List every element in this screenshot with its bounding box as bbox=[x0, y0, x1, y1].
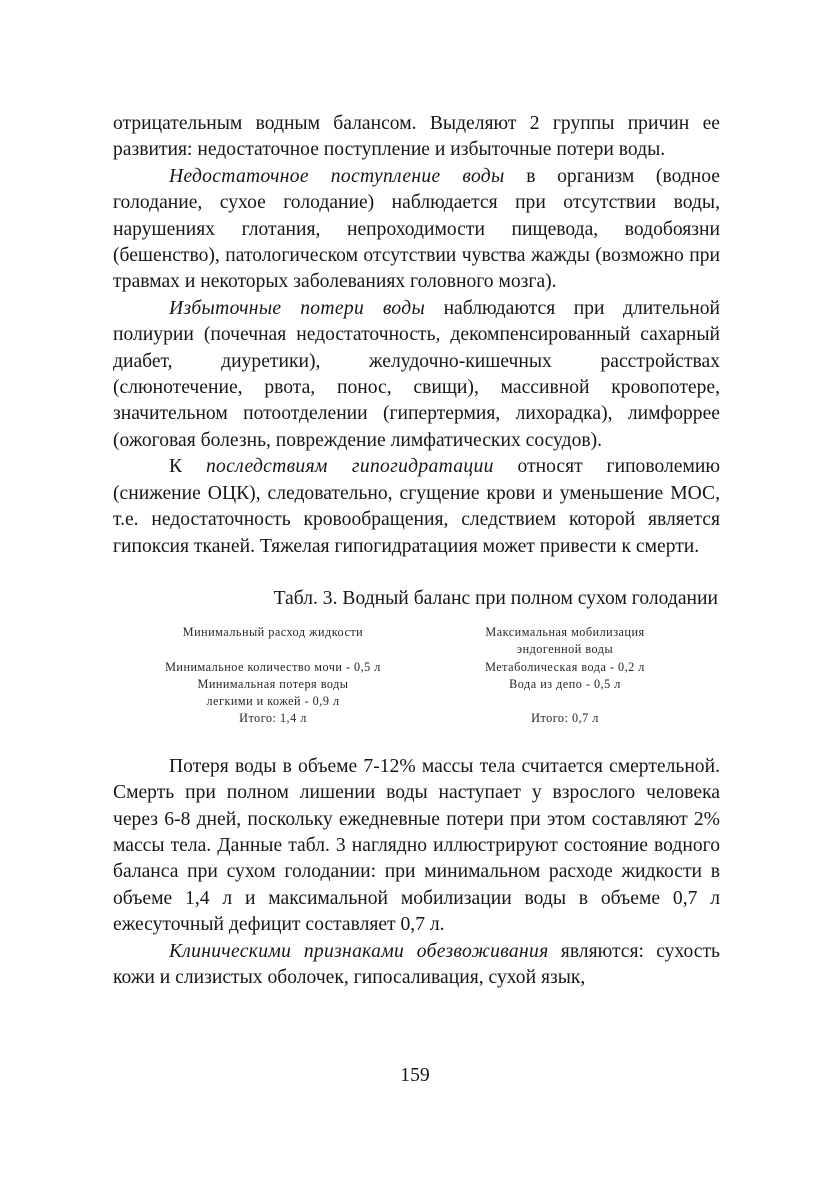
table-column-expenditure bbox=[118, 624, 428, 728]
paragraph-consequences-prefix: К bbox=[169, 456, 206, 478]
table-total-mobilization: Итого: 0,7 л bbox=[531, 711, 599, 726]
paragraph-lethal-loss: Потеря воды в объеме 7-12% массы тела считается смертельной. Смерть при полном лишении воды наступает у взрослого человека через 6-8 дней, поскольку ежедневные потери при этом составляют 2% массы тела. Данные табл. 3 наглядно иллюстрируют состояние водного баланса при сухом голодании: при минимальном расходе жидкости в объеме 1,4 л и максимальной мобилизации воды в объеме 0,7 л ежесуточный дефицит составляет 0,7 л. bbox=[113, 755, 720, 936]
paragraph-excess-loss-text: наблюдаются при длительной полиурии (почечная недостаточность, декомпенсированный сахарный диабет, диуретики), желудочно-кишечных расстройствах (слюнотечение, рвота, понос, свищи), массивной кровопотере, значительном потоотделении (гипертермия, лихорадка), лимфоррее (ожоговая болезнь, повреждение лимфатических сосудов). bbox=[113, 297, 720, 451]
table-cell-water-loss-a: Минимальная потеря воды bbox=[197, 676, 349, 691]
table-spacer bbox=[450, 693, 680, 710]
table-column-mobilization bbox=[450, 624, 680, 728]
paragraph-clinical-signs-text: являются: сухость кожи и слизистых оболочек, гипосаливация, сухой язык, bbox=[113, 940, 720, 988]
paragraph-clinical-signs bbox=[113, 939, 720, 992]
term-excess-loss: Избыточные потери воды bbox=[169, 297, 426, 319]
term-consequences: последствиям гипогидратации bbox=[205, 456, 494, 478]
term-insufficient-intake: Недостаточное поступление воды bbox=[169, 165, 505, 187]
table-cell-depot-water: Вода из депо - 0,5 л bbox=[509, 676, 621, 691]
table-header-mobilization-a: Максимальная мобилизация bbox=[485, 624, 645, 639]
water-balance-table bbox=[113, 624, 720, 728]
table-cell-metabolic-water: Метаболическая вода - 0,2 л bbox=[485, 659, 645, 674]
paragraph-insufficient-intake-text: в организм (водное голодание, сухое голодание) наблюдается при отсутствии воды, нарушениях глотания, непроходимости пищевода, водобоязни (бешенство), патологическом отсутствии чувства жажды (возможно при травмах и некоторых заболеваниях головного мозга). bbox=[113, 165, 720, 293]
table-total-expenditure: Итого: 1,4 л bbox=[239, 711, 307, 726]
paragraph-consequences-text: относят гиповолемию (снижение ОЦК), следовательно, сгущение крови и уменьшение МОС, т.е. недостаточность кровообращения, следствием которой является гипоксия тканей. Тяжелая гипогидратациия может привести к смерти. bbox=[113, 456, 721, 557]
paragraph-consequences bbox=[113, 454, 720, 560]
page-number: 159 bbox=[400, 1065, 430, 1086]
paragraph-insufficient-intake bbox=[113, 164, 720, 296]
table-spacer bbox=[118, 641, 428, 658]
paragraph-excess-loss bbox=[113, 296, 720, 454]
table-header-mobilization-b: эндогенной воды bbox=[516, 642, 614, 657]
table-cell-urine: Минимальное количество мочи - 0,5 л bbox=[165, 659, 381, 674]
table-cell-water-loss-b: легкими и кожей - 0,9 л bbox=[206, 694, 340, 709]
table-caption: Табл. 3. Водный баланс при полном сухом голодании bbox=[273, 587, 718, 609]
term-clinical-signs: Клиническими признаками обезвоживания bbox=[169, 940, 549, 962]
page-body bbox=[113, 111, 720, 991]
paragraph-intro: отрицательным водным балансом. Выделяют 2 группы причин ее развития: недостаточное поступление и избыточные потери воды. bbox=[113, 113, 720, 161]
table-header-expenditure: Минимальный расход жидкости bbox=[182, 624, 364, 639]
